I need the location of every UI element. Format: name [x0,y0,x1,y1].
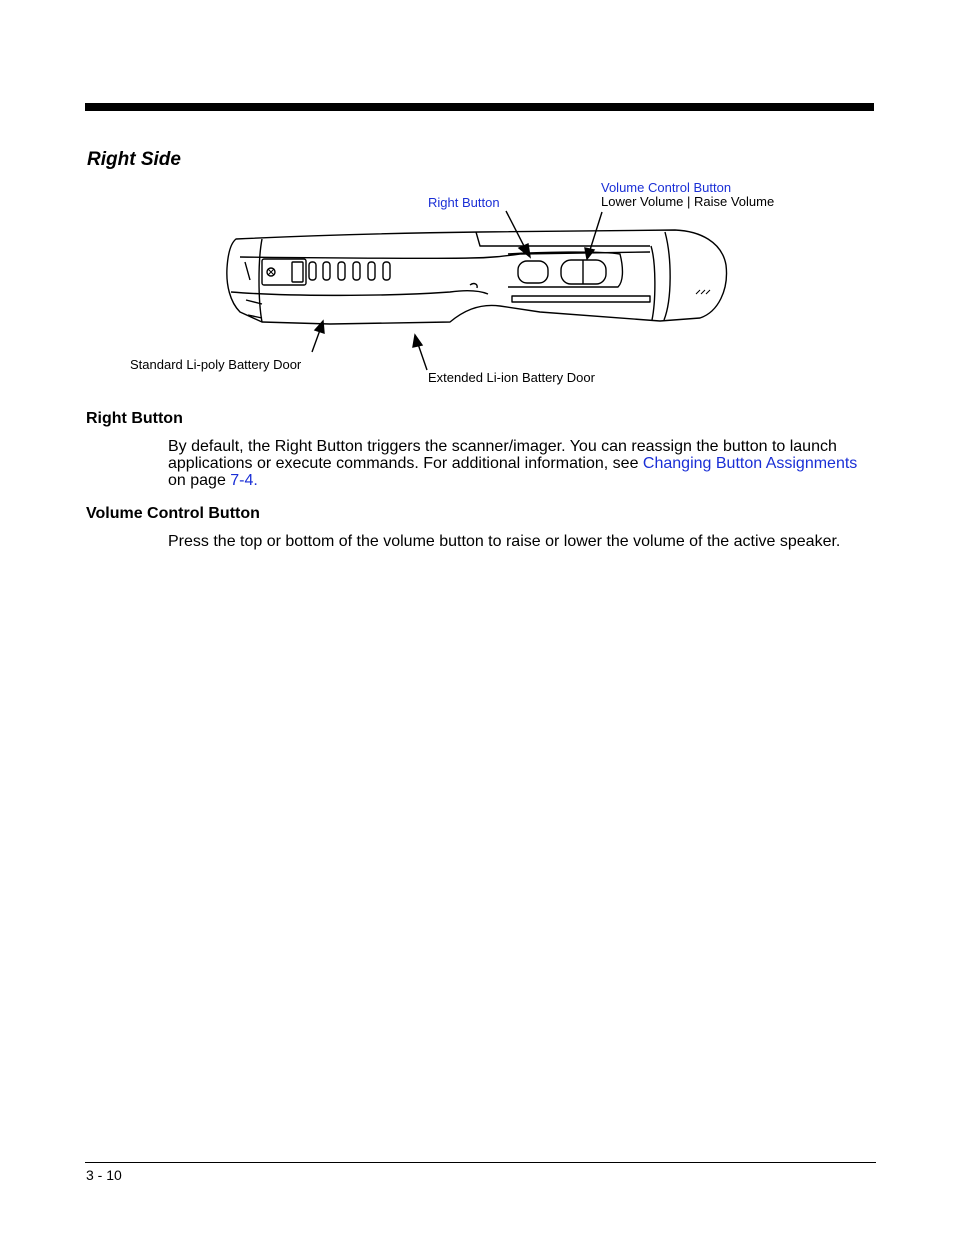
right-button-text-1: By default, the Right Button triggers the scanner/imager. You can reassign the button to launch applications or execute commands. For additional information, see [168,438,837,472]
volume-control-paragraph: Press the top or bottom of the volume button to raise or lower the volume of the active speaker. [168,533,841,550]
right-button-heading: Right Button [86,410,183,427]
section-title: Right Side [87,149,181,170]
standard-battery-callout: Standard Li-poly Battery Door [130,357,302,372]
top-ridge [476,232,650,246]
volume-button-shape [561,260,606,284]
upper-contour [240,252,650,258]
battery-latch [262,259,306,285]
page-number: 3 - 10 [86,1167,122,1183]
extended-battery-callout: Extended Li-ion Battery Door [428,370,595,385]
volume-control-callout: Volume Control Button [601,180,732,195]
device-body-outline [227,230,727,324]
right-button-callout: Right Button [428,195,500,210]
footer-rule [85,1162,876,1163]
changing-button-assignments-link[interactable]: Changing Button Assignments [642,455,858,472]
volume-sub-callout: Lower Volume | Raise Volume [601,194,775,209]
right-button-text-2: on page [168,472,231,489]
volume-control-heading: Volume Control Button [86,505,260,522]
right-button-paragraph [168,438,874,489]
battery-door-line [231,291,488,296]
right-button-shape [518,261,548,283]
stylus-slot [512,296,650,302]
page-7-4-link[interactable]: 7-4. [230,472,258,489]
header-rule [85,103,874,111]
left-edge-inner [259,239,262,322]
right-cap-separator [651,246,655,320]
